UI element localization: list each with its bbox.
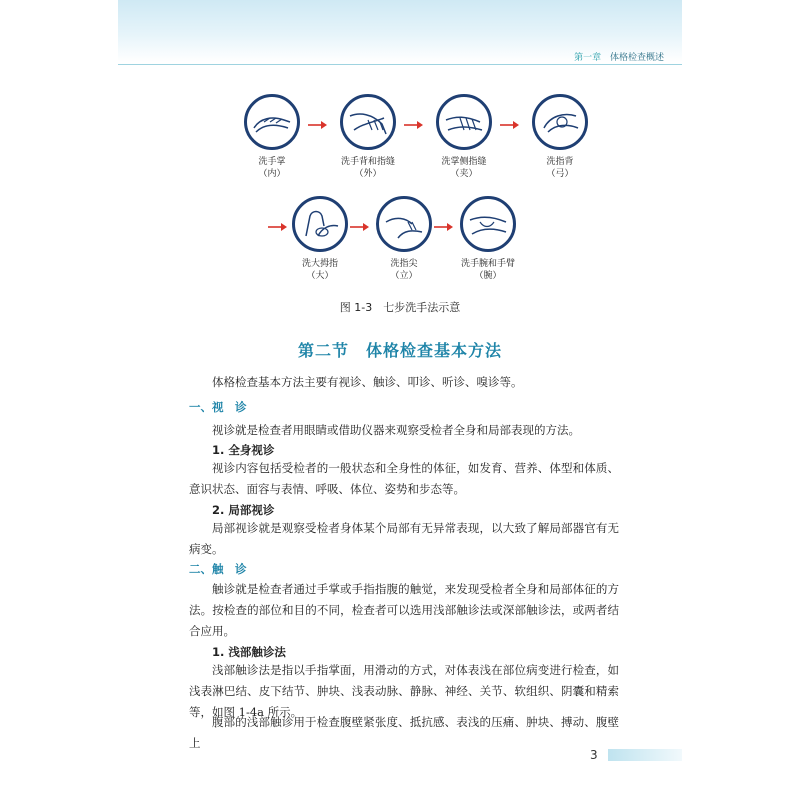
arrow-icon bbox=[434, 222, 454, 232]
general-inspection-paragraph: 视诊内容包括受检者的一般状态和全身性的体征，如发育、营养、体型和体质、意识状态、面容与表情、呼吸、体位、姿势和步态等。 bbox=[189, 461, 619, 496]
step-1-label: 洗手掌 （内） bbox=[258, 157, 286, 179]
step-5-label: 洗大拇指 （大） bbox=[301, 259, 338, 281]
step-7-label: 洗手腕和手臂 （腕） bbox=[460, 259, 515, 281]
intro-paragraph: 体格检查基本方法主要有视诊、触诊、叩诊、听诊、嗅诊等。 bbox=[212, 375, 523, 389]
local-inspection-paragraph: 局部视诊就是观察受检者身体某个局部有无异常表现，以大致了解局部器官有无病变。 bbox=[189, 521, 619, 556]
thumb-washing-icon bbox=[292, 196, 348, 252]
step-3 bbox=[434, 94, 494, 180]
page-number: 3 bbox=[590, 748, 598, 762]
item-heading-general-inspection: 1. 全身视诊 bbox=[212, 443, 275, 457]
arrow-icon bbox=[350, 222, 370, 232]
figure-caption: 图 1-3 七步洗手法示意 bbox=[339, 301, 461, 314]
subsection-heading-inspection: 一、视 诊 bbox=[189, 400, 247, 414]
arrow-icon bbox=[404, 120, 424, 130]
subsection-heading-palpation: 二、触 诊 bbox=[189, 562, 247, 576]
step-2 bbox=[338, 94, 398, 180]
step-4 bbox=[530, 94, 590, 180]
arrow-icon bbox=[268, 222, 288, 232]
arrow-icon bbox=[308, 120, 328, 130]
inspection-paragraph: 视诊就是检查者用眼睛或借助仪器来观察受检者全身和局部表现的方法。 bbox=[212, 423, 580, 437]
palpation-paragraph: 触诊就是检查者通过手掌或手指指腹的触觉，来发现受检者全身和局部体征的方法。按检查的部位和目的不同，检查者可以选用浅部触诊法或深部触诊法，或两者结合应用。 bbox=[189, 582, 619, 638]
fingertip-washing-icon bbox=[376, 196, 432, 252]
step-6-label: 洗指尖 （立） bbox=[390, 259, 418, 281]
abdominal-palpation-paragraph: 腹部的浅部触诊用于检查腹壁紧张度、抵抗感、表浅的压痛、肿块、搏动、腹壁上 bbox=[189, 715, 619, 750]
step-5 bbox=[290, 196, 350, 282]
step-4-label: 洗指背 （弓） bbox=[546, 157, 574, 179]
header-divider bbox=[118, 64, 682, 65]
palm-washing-icon bbox=[244, 94, 300, 150]
finger-back-washing-icon bbox=[532, 94, 588, 150]
book-page bbox=[118, 0, 682, 800]
section-title: 第二节 体格检查基本方法 bbox=[297, 341, 502, 360]
item-heading-local-inspection: 2. 局部视诊 bbox=[212, 503, 275, 517]
figure-row-2 bbox=[268, 196, 518, 282]
wrist-forearm-washing-icon bbox=[460, 196, 516, 252]
item-heading-superficial-palpation: 1. 浅部触诊法 bbox=[212, 645, 286, 659]
step-7 bbox=[458, 196, 518, 282]
chapter-title: 体格检查概述 bbox=[609, 53, 664, 63]
arrow-icon bbox=[500, 120, 520, 130]
page-number-bar bbox=[608, 749, 682, 761]
step-1 bbox=[242, 94, 302, 180]
step-6 bbox=[374, 196, 434, 282]
running-head bbox=[574, 50, 664, 63]
figure-row-1 bbox=[242, 94, 590, 180]
superficial-palpation-paragraph: 浅部触诊法是指以手指掌面，用滑动的方式，对体表浅在部位病变进行检查，如浅表淋巴结、皮下结节、肿块、浅表动脉、静脉、神经、关节、软组织、阴囊和精索等，如图 1-4a 所示。 bbox=[189, 663, 619, 719]
step-3-label: 洗掌侧指缝 （夹） bbox=[441, 157, 487, 179]
chapter-label: 第一章 bbox=[574, 53, 602, 63]
back-of-hand-washing-icon bbox=[340, 94, 396, 150]
interlaced-fingers-washing-icon bbox=[436, 94, 492, 150]
step-2-label: 洗手背和指缝 （外） bbox=[340, 157, 395, 179]
